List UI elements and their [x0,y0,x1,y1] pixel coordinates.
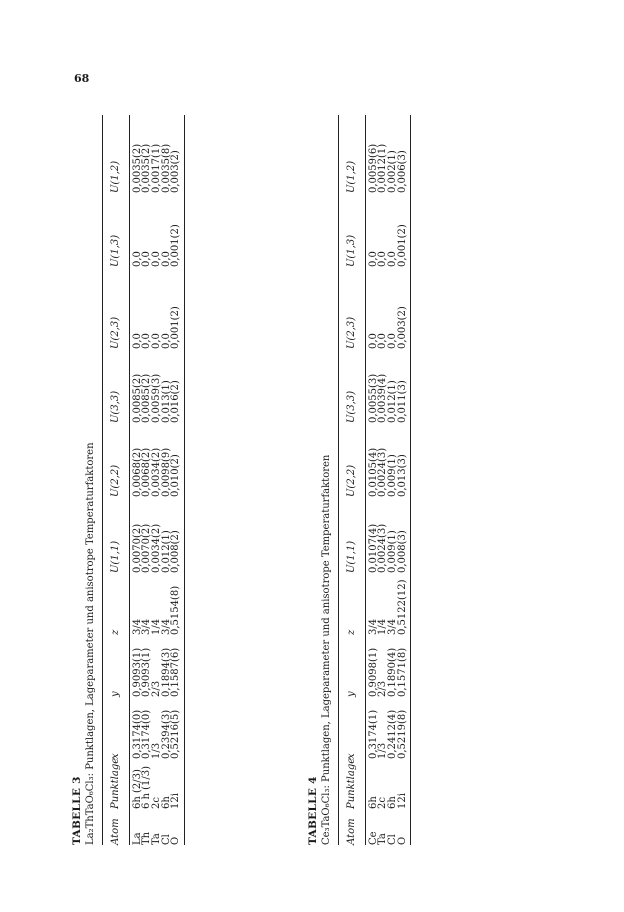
table-cell: 0,009(1) [386,454,398,497]
table-cell: Cl [160,834,172,845]
header-cell: x [110,753,121,759]
header-cell: U(1,1) [110,540,121,573]
table-cell: 0,001(2) [170,224,182,267]
table-cell: 0,016(2) [170,380,182,423]
header-cell: Punktlage [110,757,121,809]
table-cell: 1/4 [150,618,162,635]
table-cell: 6h (2/3) [131,769,143,809]
table-cell: 0,0 [150,333,162,349]
table-cell: 0,0017(1) [150,143,162,193]
header-cell: Atom [110,818,121,845]
table-cell: 0,0 [160,333,172,349]
table-cell: 0,012(1) [386,380,398,423]
table-caption: La₂ThTaO₆Cl₃: Punktlagen, Lageparameter und anisotrope Temperaturfaktoren [85,442,96,845]
table-cell: 0,0070(2) [131,523,143,573]
table-cell: 0,0059(3) [150,373,162,423]
table-cell: 0,003(2) [170,150,182,193]
table-cell: 3/4 [160,618,172,635]
table-cell: 12i [396,793,408,809]
table-cell: 1/4 [377,618,389,635]
table-cell: 0,001(2) [396,224,408,267]
table-cell: 2/3 [377,680,389,697]
table-cell: 0,0039(4) [377,373,389,423]
table-title: TABELLE 3 [71,776,83,845]
table-cell: 0,0 [160,251,172,267]
header-cell: y [110,691,121,697]
table-cell: 0,0 [367,333,379,349]
table-cell: 0,0034(2) [150,447,162,497]
table-cell: 0,013(1) [160,380,172,423]
table-cell: 0,0 [141,251,153,267]
table-cell: 0,1894(3) [160,647,172,697]
table-row [171,115,181,845]
table-cell: 0,0068(2) [141,447,153,497]
header-cell: Atom [346,818,357,845]
table-title: TABELLE 4 [307,776,319,845]
table-cell: 0,013(3) [396,454,408,497]
table-cell: 0,0 [150,251,162,267]
table-cell: 0,009(1) [386,530,398,573]
table-cell: 0,0035(2) [131,143,143,193]
table-cell: 12i [170,793,182,809]
table-cell: 0,5219(8) [396,709,408,759]
table-cell: 0,5122(12) [396,579,408,635]
table-cell: 6h [386,796,398,809]
table-cell: 0,3174(1) [367,709,379,759]
header-cell: U(2,3) [110,316,121,349]
table-cell: 0,011(3) [396,380,408,423]
table-cell: 0,0107(4) [367,523,379,573]
bottom-rule [184,115,185,845]
table-cell: 6h [367,796,379,809]
table-caption: Ce₃TaO₆Cl₃: Punktlagen, Lageparameter und anisotrope Temperaturfaktoren [321,454,332,845]
header-cell: U(2,2) [110,464,121,497]
table-cell: 0,0024(3) [377,447,389,497]
table-cell: 0,9098(1) [367,647,379,697]
table-cell: 0,0 [131,333,143,349]
table-cell: Ta [377,833,389,845]
table-cell: 0,0012(1) [377,143,389,193]
table-cell: 0,1571(8) [396,647,408,697]
table-cell: 0,9093(1) [131,647,143,697]
table-cell: Ta [150,833,162,845]
table-cell: 0,3174(0) [141,709,153,759]
table-cell: 0,010(2) [170,454,182,497]
header-cell: U(3,3) [110,390,121,423]
table-cell: 0,0 [386,251,398,267]
table-cell: 6 h (1/3) [141,765,153,809]
bottom-rule [410,115,411,845]
table-cell: 0,0035(8) [160,143,172,193]
table-cell: Cl [386,834,398,845]
header-cell: Punktlage [346,757,357,809]
table-cell: 0,0085(2) [131,373,143,423]
table-body [130,115,184,845]
table-cell: 3/4 [131,618,143,635]
table-cell: 3/4 [141,618,153,635]
header-cell: U(1,2) [346,160,357,193]
table-cell: 0,5154(8) [170,585,182,635]
table-body [366,115,410,845]
table-cell: Ce [367,831,379,845]
table-cell: 3/4 [386,618,398,635]
table-cell: 0,002(1) [386,150,398,193]
table-cell: 0,012(1) [160,530,172,573]
table-cell: 0,9093(1) [141,647,153,697]
table-4 [308,115,456,845]
table-cell: 0,1587(6) [170,647,182,697]
table-cell: 0,2412(4) [386,709,398,759]
table-cell: 0,1890(4) [386,647,398,697]
table-cell: 0,0 [367,251,379,267]
header-cell: U(3,3) [346,390,357,423]
table-cell: O [170,836,182,845]
table-cell: 0,0035(2) [141,143,153,193]
table-cell: 0,0 [377,251,389,267]
table-cell: 0,0 [377,333,389,349]
table-cell: 1/3 [377,742,389,759]
table-cell: 0,5216(5) [170,709,182,759]
table-cell: Th [141,831,153,845]
header-cell: U(2,3) [346,316,357,349]
header-cell: y [346,691,357,697]
header-cell: U(1,3) [346,234,357,267]
table-cell: 0,0068(2) [131,447,143,497]
header-cell: U(1,3) [110,234,121,267]
header-cell: z [110,629,121,635]
table-cell: 0,0085(2) [141,373,153,423]
table-cell: 0,0098(9) [160,447,172,497]
table-cell: 0,0 [131,251,143,267]
table-header [339,115,365,845]
header-cell: z [346,629,357,635]
table-cell: 0,0024(3) [377,523,389,573]
table-cell: 2c [377,797,389,809]
table-cell: 3/4 [367,618,379,635]
header-cell: U(1,1) [346,540,357,573]
table-cell: 0,0055(3) [367,373,379,423]
table-row [398,115,408,845]
table-cell: 0,0 [386,333,398,349]
header-cell: U(1,2) [110,160,121,193]
table-cell: La [131,832,143,845]
table-cell: 2/3 [150,680,162,697]
table-cell: 0,008(3) [396,530,408,573]
header-cell: U(2,2) [346,464,357,497]
table-cell: 6h [160,796,172,809]
table-cell: 0,008(2) [170,530,182,573]
table-cell: O [396,836,408,845]
table-cell: 2c [150,797,162,809]
table-cell: 0,0105(4) [367,447,379,497]
table-cell: 0,003(2) [396,306,408,349]
page-number: 68 [74,72,90,85]
table-cell: 1/3 [150,742,162,759]
table-3 [72,115,220,845]
table-cell: 0,0070(2) [141,523,153,573]
table-cell: 0,0 [141,333,153,349]
table-cell: 0,0059(6) [367,143,379,193]
table-cell: 0,0034(2) [150,523,162,573]
table-header [103,115,129,845]
table-cell: 0,3174(0) [131,709,143,759]
table-cell: 0,001(2) [170,306,182,349]
table-cell: 0,006(3) [396,150,408,193]
header-cell: x [346,753,357,759]
table-cell: 0,2394(3) [160,709,172,759]
